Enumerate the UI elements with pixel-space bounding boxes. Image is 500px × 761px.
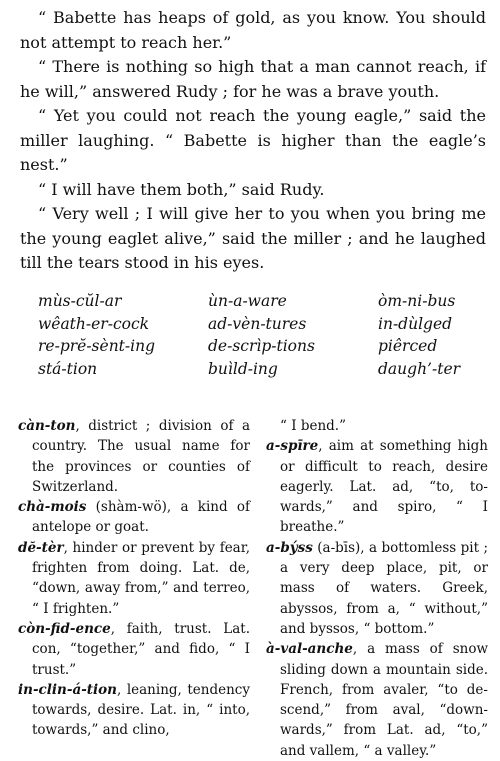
definition-entry — [266, 538, 488, 639]
definition-entry — [18, 680, 250, 741]
definition-entry — [18, 619, 250, 680]
definition-text: , aim at something high or difficult to reach, desire eagerly. Lat. ad, “to, to-wards,” and spiro, “ I breathe.” — [280, 438, 488, 536]
definition-entry — [18, 497, 250, 538]
headword: in-clin-á-tion — [18, 681, 117, 698]
headword: à-val-anche — [266, 641, 353, 658]
headword: a-býss — [266, 539, 313, 556]
definition-text: (shàm-wö), a kind of antelope or goat. — [32, 499, 250, 536]
headword: chà-mois — [18, 499, 87, 516]
definition-entry — [266, 436, 488, 537]
story-text — [20, 6, 486, 276]
spelling-word: wêath-er-cock — [38, 314, 150, 333]
spelling-word: daugh’-ter — [378, 359, 461, 378]
paragraph: “ There is nothing so high that a man cannot reach, if he will,” answered Rudy ; for he was a brave youth. — [20, 57, 486, 101]
spelling-word: de-scrìp-tions — [208, 337, 315, 355]
headword: còn-fid-ence — [18, 620, 111, 637]
definition-text: (a-bīs), a bottomless pit ; a very deep place, pit, or mass of waters. Greek, abyssos, from a, “ without,” and byssos, “ bottom.” — [280, 539, 488, 637]
spelling-word-list — [38, 290, 478, 380]
headword: càn-ton — [18, 418, 76, 434]
paragraph: “ Babette has heaps of gold, as you know. You should not attempt to reach her.” — [20, 8, 486, 52]
paragraph: “ Yet you could not reach the young eagle,” said the miller laughing. “ Babette is higher than the eagle’s nest.” — [20, 106, 486, 174]
spelling-word: stá-tion — [38, 359, 98, 378]
spelling-word: re-prĕ-sènt-ing — [38, 337, 155, 355]
definition-entry — [266, 639, 488, 761]
definition-entry — [18, 538, 250, 619]
headword: dĕ-tèr — [18, 539, 64, 556]
definition-text: , faith, trust. Lat. con, “together,” and fido, “ I trust.” — [32, 620, 250, 678]
headword: a-spīre — [266, 438, 319, 455]
definition-text: , leaning, tendency towards, desire. Lat. in, “ into, towards,” and clino, — [32, 681, 250, 739]
definition-text: , a mass of snow sliding down a mountain side. French, from avaler, “to de-scend,” from aval, “down-wards,” from Lat. ad, “to,” and vallem, “ a valley.” — [280, 641, 488, 759]
definitions-right-column — [266, 416, 488, 761]
definition-continuation: “ I bend.” — [280, 418, 346, 434]
paragraph: “ Very well ; I will give her to you when you bring me the young eaglet alive,” said the miller ; and he laughed till the tears stood in his eyes. — [20, 204, 486, 272]
definitions-left-column — [18, 416, 250, 741]
spelling-word: in-dùlged — [378, 314, 453, 333]
spelling-word: ad-vèn-tures — [208, 314, 307, 333]
spelling-word: mùs-cŭl-ar — [38, 292, 122, 310]
spelling-word: piêrced — [378, 337, 438, 355]
spelling-word: ùn-a-ware — [208, 292, 287, 310]
definition-entry — [18, 416, 250, 497]
definition-text: , district ; division of a country. The usual name for the provinces or counties of Switzerland. — [32, 418, 250, 495]
spelling-word: òm-ni-bus — [378, 292, 456, 310]
definition-text: , hinder or prevent by fear, frighten from doing. Lat. de, “down, away from,” and terreo, “ I frighten.” — [32, 539, 250, 617]
paragraph: “ I will have them both,” said Rudy. — [38, 179, 325, 199]
spelling-word: buìld-ing — [208, 359, 278, 378]
